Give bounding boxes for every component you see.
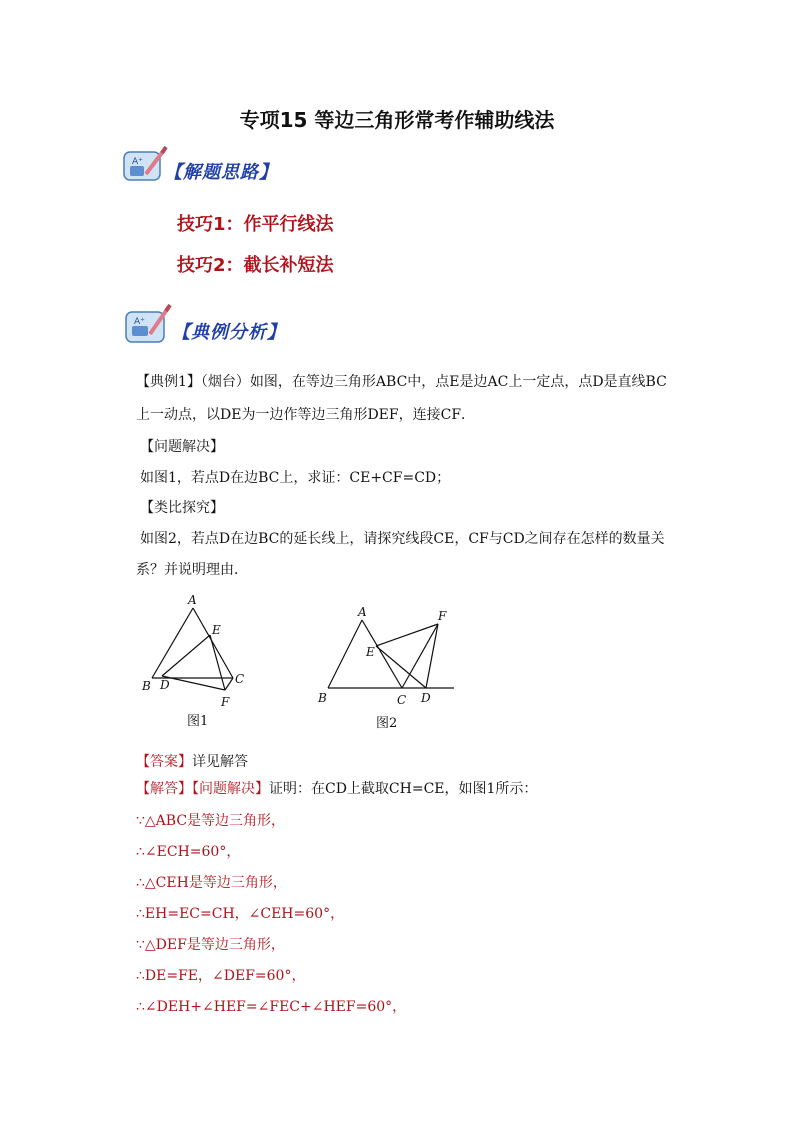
fig1-label-a: A [188,593,197,607]
fig1-label-f: F [221,695,230,709]
example-text-1: （烟台）如图，在等边三角形ABC中，点E是边AC上一定点，点D是直线BC [200,374,667,390]
scroll-pencil-icon [120,144,170,190]
solution-step-6: ∴DE=FE，∠DEF=60°， [136,968,306,984]
fig2-segment-ef [376,624,438,646]
sub-text-problem: 如图1，若点D在边BC上，求证：CE+CF=CD； [140,470,451,486]
tip-1: 技巧1：作平行线法 [177,214,334,235]
answer-text: 详见解答 [192,754,248,770]
fig1-label-d: D [160,678,170,692]
fig2-label-c: C [397,693,407,707]
fig1-segment-cf [225,678,233,690]
example-line-1 [136,372,696,392]
solution-tag: 【解答】【问题解决】 [136,781,269,797]
figure-2 [310,598,460,710]
fig1-segment-ac [193,608,233,678]
fig2-label-b: B [318,691,327,705]
svg-text:A⁺: A⁺ [134,317,145,327]
solution-step-3: ∴△CEH是等边三角形， [136,875,287,891]
svg-text:A⁺: A⁺ [132,157,143,167]
example-line-2: 上一动点，以DE为一边作等边三角形DEF，连接CF． [136,407,476,423]
tip-2: 技巧2：截长补短法 [177,255,334,276]
fig1-label-b: B [142,679,151,693]
sub-heading-problem: 【问题解决】 [140,439,224,455]
fig1-segment-de [162,635,210,676]
solution-step-1: ∵△ABC是等边三角形， [136,813,286,829]
answer-line [136,752,696,772]
figure-1-caption: 图1 [187,714,209,729]
solution-step-7: ∴∠DEH+∠HEF=∠FEC+∠HEF=60°， [136,999,407,1015]
fig2-label-f: F [438,609,447,623]
sub-text-analogy-1: 如图2，若点D在边BC的延长线上，请探究线段CE，CF与CD之间存在怎样的数量关 [140,531,665,547]
page-title: 专项15 等边三角形常考作辅助线法 [239,108,555,132]
section-banner-method [120,144,290,190]
fig2-label-a: A [358,605,367,619]
fig2-label-e: E [366,645,375,659]
solution-step-5: ∵△DEF是等边三角形， [136,937,285,953]
fig2-segment-ed [376,646,426,688]
scroll-pencil-icon [120,300,174,350]
fig2-label-d: D [421,691,431,705]
figure-2-caption: 图2 [376,716,398,731]
fig1-segment-ef [210,635,225,690]
section-banner-example [120,300,310,346]
fig1-label-e: E [212,623,221,637]
answer-tag: 【答案】 [136,754,192,770]
solution-step-2: ∴∠ECH=60°， [136,844,241,860]
section-label-example: 【典例分析】 [172,322,286,343]
solution-step-4: ∴EH=EC=CH，∠CEH=60°， [136,906,345,922]
solution-intro-line [136,779,696,799]
solution-intro: 证明：在CD上截取CH=CE，如图1所示： [269,781,538,797]
section-label-method: 【解题思路】 [164,162,278,183]
fig1-label-c: C [235,672,245,686]
sub-heading-analogy: 【类比探究】 [140,500,224,516]
sub-text-analogy-2: 系？并说明理由． [136,562,248,578]
example-tag: 【典例1】 [136,374,201,390]
fig2-segment-ab [328,620,362,688]
figure-1 [138,590,258,710]
